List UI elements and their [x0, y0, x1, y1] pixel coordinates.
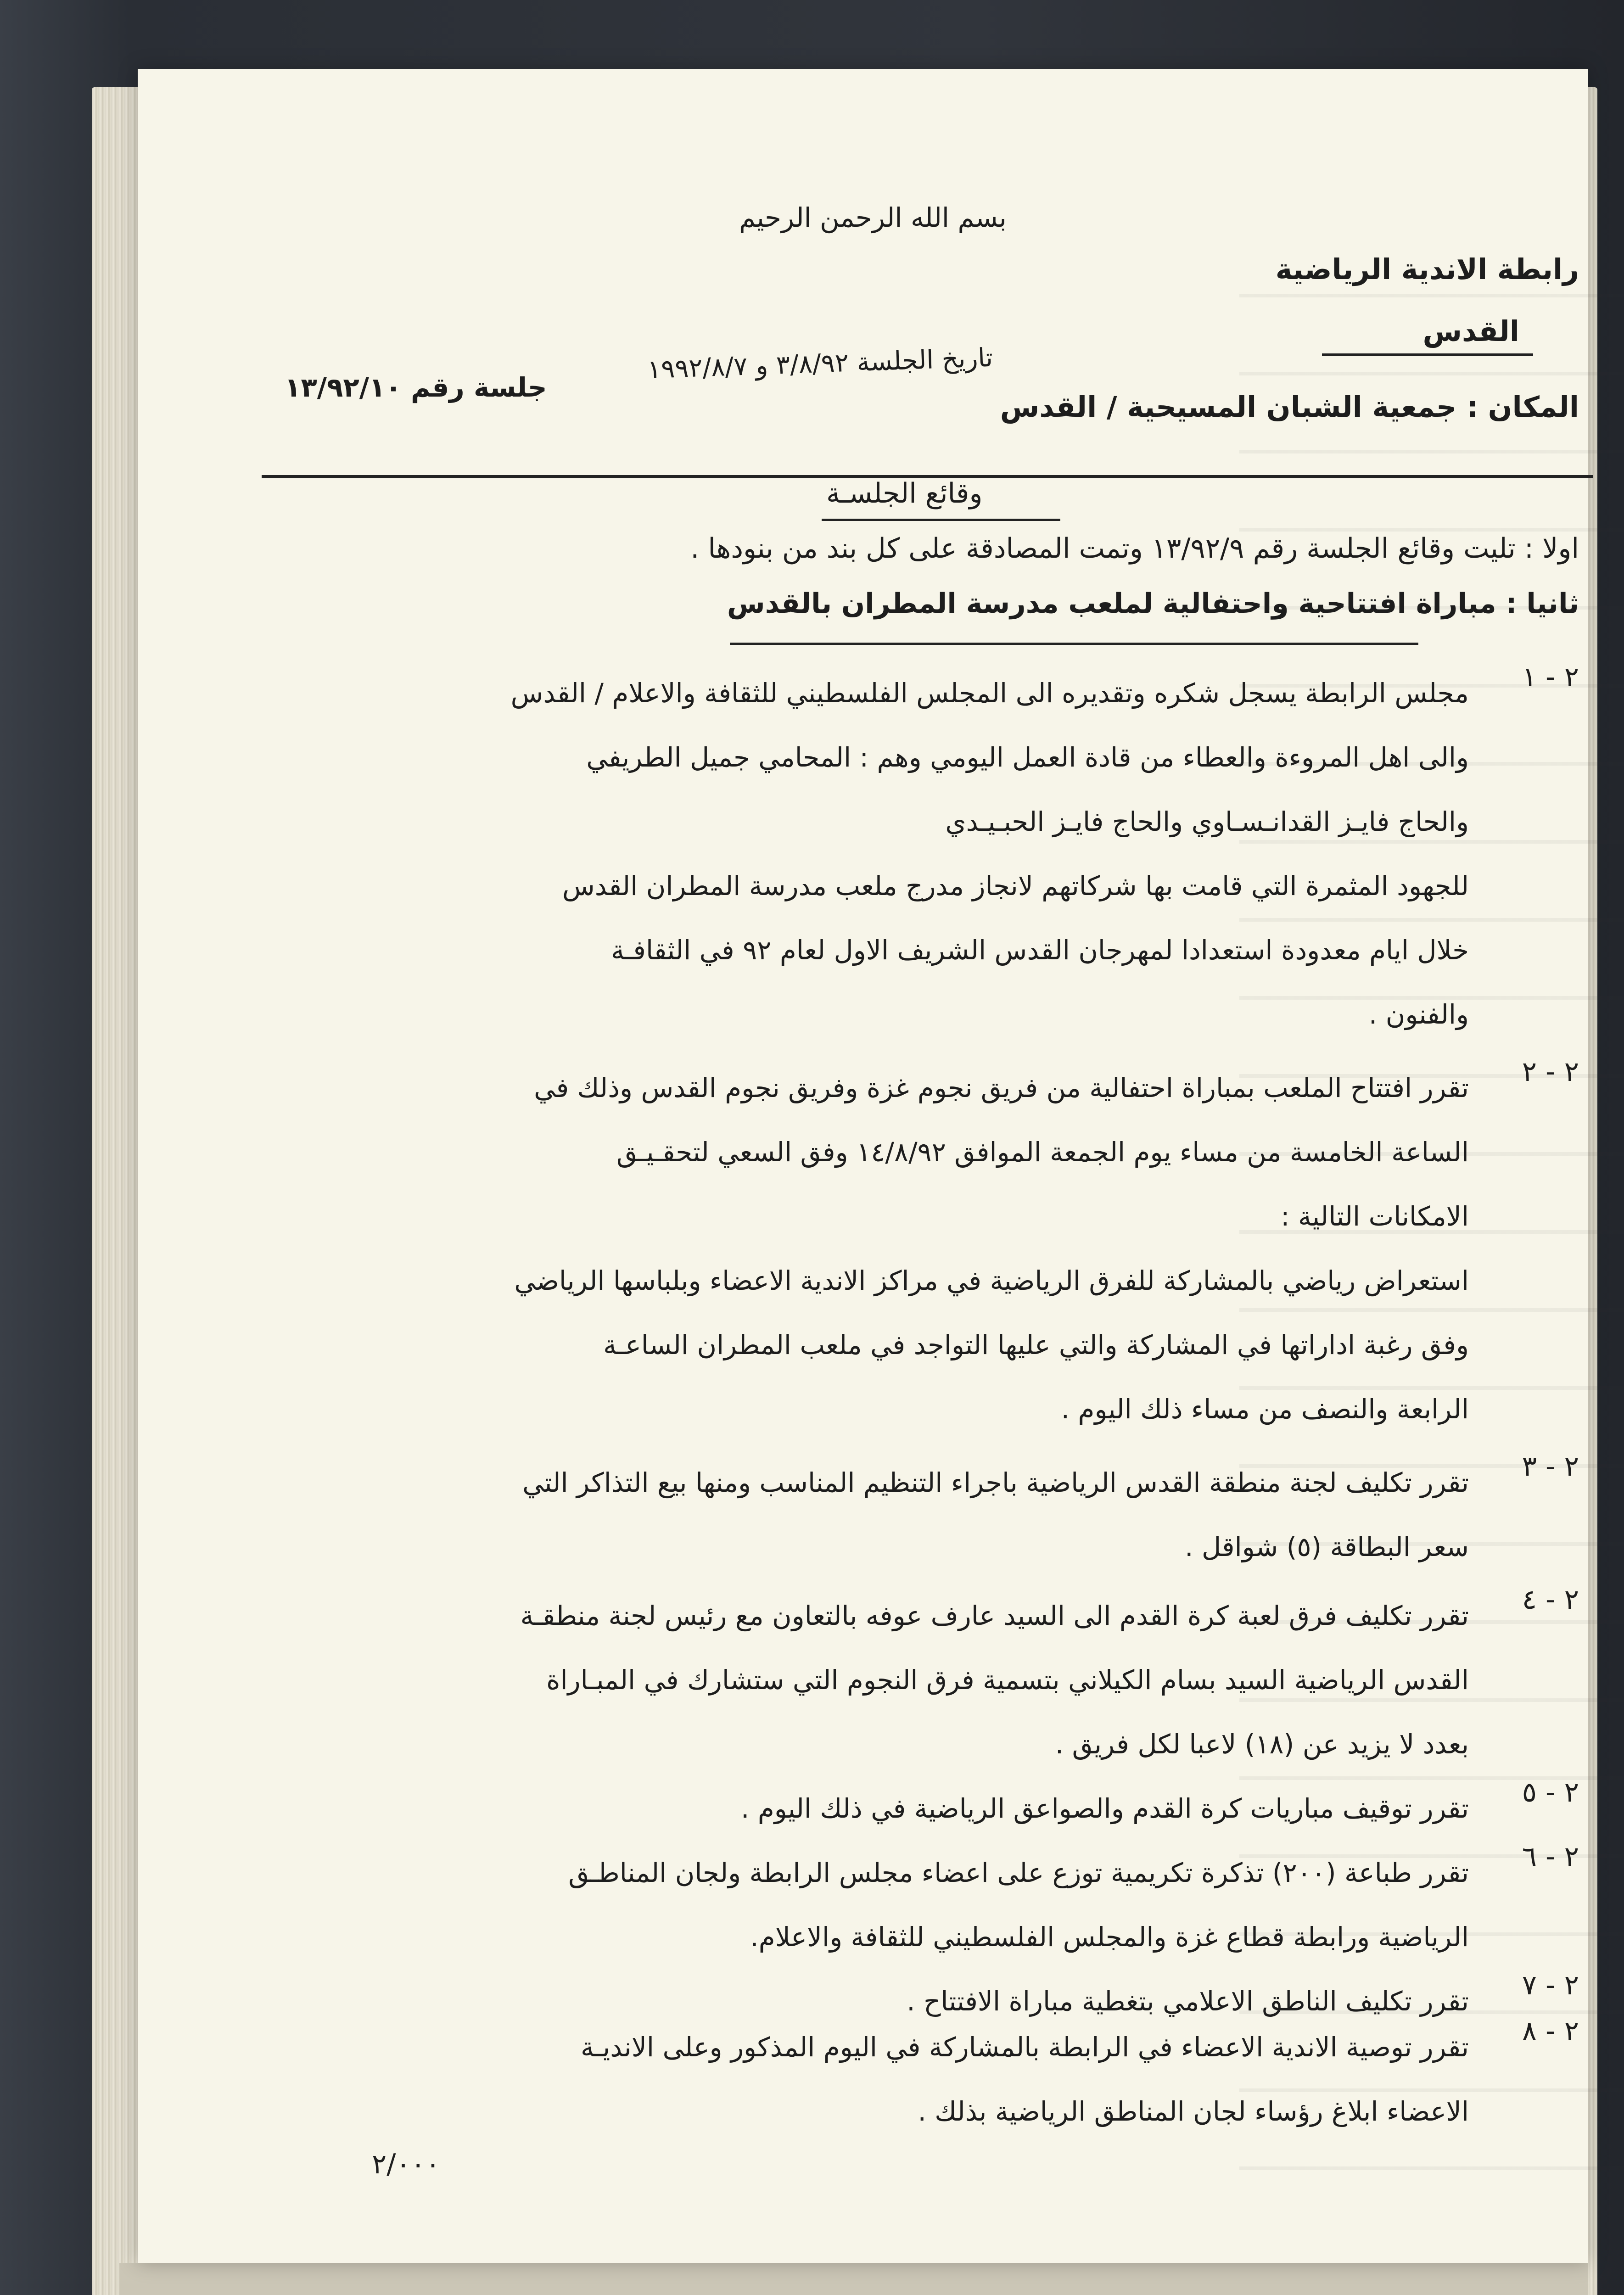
item-line: خلال ايام معدودة استعدادا لمهرجان القدس الشريف الاول لعام ٩٢ في الثقافـة — [611, 935, 1469, 966]
basmala: بسم الله الرحمن الرحيم — [739, 202, 1007, 233]
city-name: القدس — [1422, 314, 1519, 348]
item-number: ٢ - ٦ — [1522, 1841, 1579, 1873]
item-line: استعراض رياضي بالمشاركة للفرق الرياضية في مراكز الاندية الاعضاء وبلباسها الرياضي — [514, 1265, 1469, 1296]
page-stack-bottom — [119, 2263, 1588, 2295]
minutes-title-underline — [822, 519, 1060, 521]
item-line: مجلس الرابطة يسجل شكره وتقديره الى المجلس الفلسطيني للثقافة والاعلام / القدس — [510, 677, 1469, 709]
item-number: ٢ - ٧ — [1522, 1969, 1579, 2001]
item-body — [266, 1450, 1469, 1579]
item-line: والفنون . — [1368, 999, 1469, 1030]
item-body — [266, 661, 1469, 1047]
item-number: ٢ - ١ — [1522, 661, 1579, 693]
section-second-underline — [730, 643, 1418, 645]
item-line: تقرر تكليف فرق لعبة كرة القدم الى السيد عارف عوفه بالتعاون مع رئيس لجنة منطقـة — [520, 1600, 1469, 1631]
section-first: اولا : تليت وقائع الجلسة رقم ١٣/٩٢/٩ وتمت المصادقة على كل بند من بنودها . — [690, 532, 1579, 565]
item-line: للجهود المثمرة التي قامت بها شركاتهم لانجاز مدرج ملعب مدرسة المطران القدس — [562, 870, 1469, 901]
item-number: ٢ - ٣ — [1522, 1450, 1579, 1483]
item-number: ٢ - ٤ — [1522, 1584, 1579, 1616]
item-line: الساعة الخامسة من مساء يوم الجمعة الموافق ١٤/٨/٩٢ وفق السعي لتحقـيـق — [616, 1136, 1469, 1168]
organization-name: رابطة الاندية الرياضية — [1275, 252, 1579, 286]
item-line: تقرر تكليف الناطق الاعلامي بتغطية مباراة الافتتاح . — [907, 1986, 1469, 2017]
item-body — [266, 1841, 1469, 1969]
item-line: الاعضاء ابلاغ رؤساء لجان المناطق الرياضية بذلك . — [918, 2096, 1469, 2127]
minutes-title: وقائع الجلسـة — [826, 477, 983, 509]
city-underline — [1322, 353, 1533, 356]
session-date: تاريخ الجلسة ٣/٨/٩٢ و ١٩٩٢/٨/٧ — [647, 342, 994, 385]
item-line: الرابعة والنصف من مساء ذلك اليوم . — [1061, 1394, 1469, 1425]
item-line: تقرر توقيف مباريات كرة القدم والصواعق الرياضية في ذلك اليوم . — [740, 1793, 1469, 1824]
item-line: الامكانات التالية : — [1280, 1201, 1469, 1232]
item-number: ٢ - ٨ — [1522, 2015, 1579, 2047]
item-body — [266, 1056, 1469, 1441]
item-body — [266, 1584, 1469, 1776]
document-content — [257, 174, 1579, 2231]
section-second: ثانيا : مباراة افتتاحية واحتفالية لملعب مدرسة المطران بالقدس — [727, 588, 1579, 620]
item-body — [266, 2015, 1469, 2144]
item-number: ٢ - ٢ — [1522, 1056, 1579, 1088]
item-number: ٢ - ٥ — [1522, 1776, 1579, 1808]
page-marker: ٢/٠٠٠ — [372, 2148, 441, 2180]
item-line: والى اهل المروءة والعطاء من قادة العمل اليومي وهم : المحامي جميل الطريفي — [586, 742, 1469, 773]
item-line: تقرر افتتاح الملعب بمباراة احتفالية من فريق نجوم غزة وفريق نجوم القدس وذلك في — [534, 1072, 1469, 1103]
item-line: سعر البطاقة (٥) شواقل . — [1185, 1531, 1469, 1562]
item-line: تقرر طباعة (٢٠٠) تذكرة تكريمية توزع على اعضاء مجلس الرابطة ولجان المناطـق — [568, 1857, 1469, 1888]
item-line: تقرر تكليف لجنة منطقة القدس الرياضية باجراء التنظيم المناسب ومنها بيع التذاكر التي — [522, 1467, 1469, 1498]
session-number: جلسة رقم ١٣/٩٢/١٠ — [285, 372, 547, 403]
item-line: الرياضية ورابطة قطاع غزة والمجلس الفلسطيني للثقافة والاعلام. — [750, 1921, 1469, 1953]
item-body — [266, 1776, 1469, 1841]
item-line: القدس الرياضية السيد بسام الكيلاني بتسمية فرق النجوم التي ستشارك في المبـاراة — [546, 1664, 1469, 1696]
item-line: تقرر توصية الاندية الاعضاء في الرابطة بالمشاركة في اليوم المذكور وعلى الانديـة — [581, 2032, 1469, 2063]
meeting-place: المكان : جمعية الشبان المسيحية / القدس — [1000, 390, 1579, 424]
item-line: وفق رغبة اداراتها في المشاركة والتي عليها التواجد في ملعب المطران الساعـة — [603, 1329, 1469, 1360]
item-line: والحاج فايـز القدانـسـاوي والحاج فايـز الحبـيـدي — [945, 806, 1469, 837]
item-line: بعدد لا يزيد عن (١٨) لاعبا لكل فريق . — [1055, 1729, 1469, 1760]
